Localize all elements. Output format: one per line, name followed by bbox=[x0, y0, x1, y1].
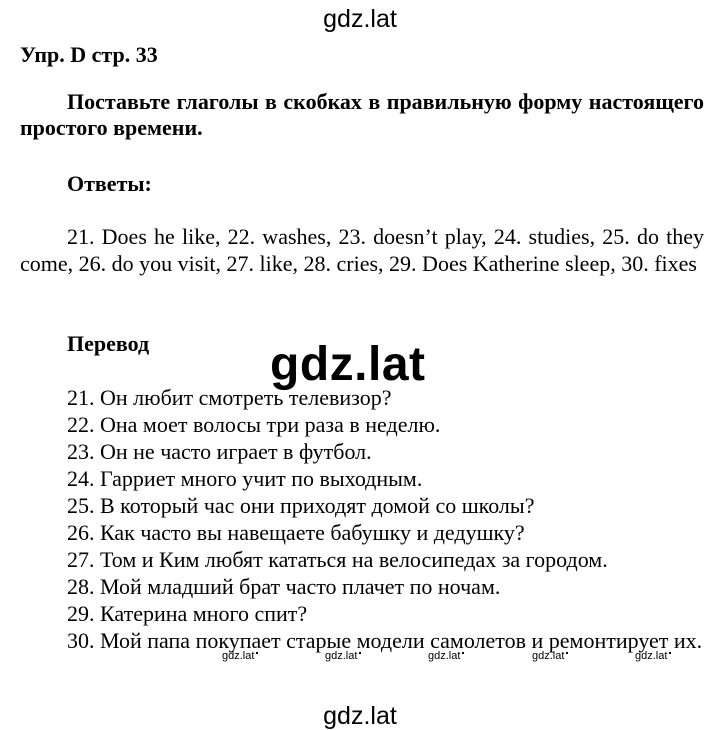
watermark-center: gdz.lat bbox=[270, 338, 426, 391]
answers-heading: Ответы: bbox=[67, 171, 152, 196]
watermark-small: gdz.lat bbox=[325, 650, 361, 662]
answers-text: 21. Does he like, 22. washes, 23. doesn’t play, 24. studies, 25. do they come, 26. do you visit, 27. like, 28. cries, 29. Does Katherine sleep, 30. fixes bbox=[20, 224, 704, 276]
translation-item: 24. Гарриет много учит по выходным. bbox=[67, 466, 423, 491]
watermark-small: gdz.lat bbox=[532, 650, 568, 662]
task-instruction: Поставьте глаголы в скобках в правильную форму настоящего простого времени. bbox=[20, 89, 704, 140]
translation-item: 26. Как часто вы навещаете бабушку и дедушку? bbox=[67, 520, 525, 545]
translation-item: 23. Он не часто играет в футбол. bbox=[67, 439, 372, 464]
translation-item: 21. Он любит смотреть телевизор? bbox=[67, 385, 392, 410]
exercise-label: Упр. D стр. 33 bbox=[20, 42, 158, 67]
watermark-top: gdz.lat bbox=[323, 5, 397, 33]
translation-item: 27. Том и Ким любят кататься на велосипедах за городом. bbox=[67, 547, 608, 572]
watermark-bottom: gdz.lat bbox=[323, 702, 397, 730]
watermark-small: gdz.lat bbox=[635, 650, 671, 662]
watermark-small: gdz.lat bbox=[428, 650, 464, 662]
translation-list bbox=[20, 384, 704, 627]
translation-item: 22. Она моет волосы три раза в неделю. bbox=[67, 412, 441, 437]
translation-item-last: 30. Мой папа покупает старые модели самолетов и ремонтирует их. bbox=[67, 628, 703, 653]
translation-item: 25. В который час они приходят домой со школы? bbox=[67, 493, 535, 518]
translation-item: 29. Катерина много спит? bbox=[67, 601, 308, 626]
watermark-small: gdz.lat bbox=[222, 650, 258, 662]
translation-item: 28. Мой младший брат часто плачет по ночам. bbox=[67, 574, 501, 599]
translation-heading: Перевод bbox=[67, 331, 150, 356]
